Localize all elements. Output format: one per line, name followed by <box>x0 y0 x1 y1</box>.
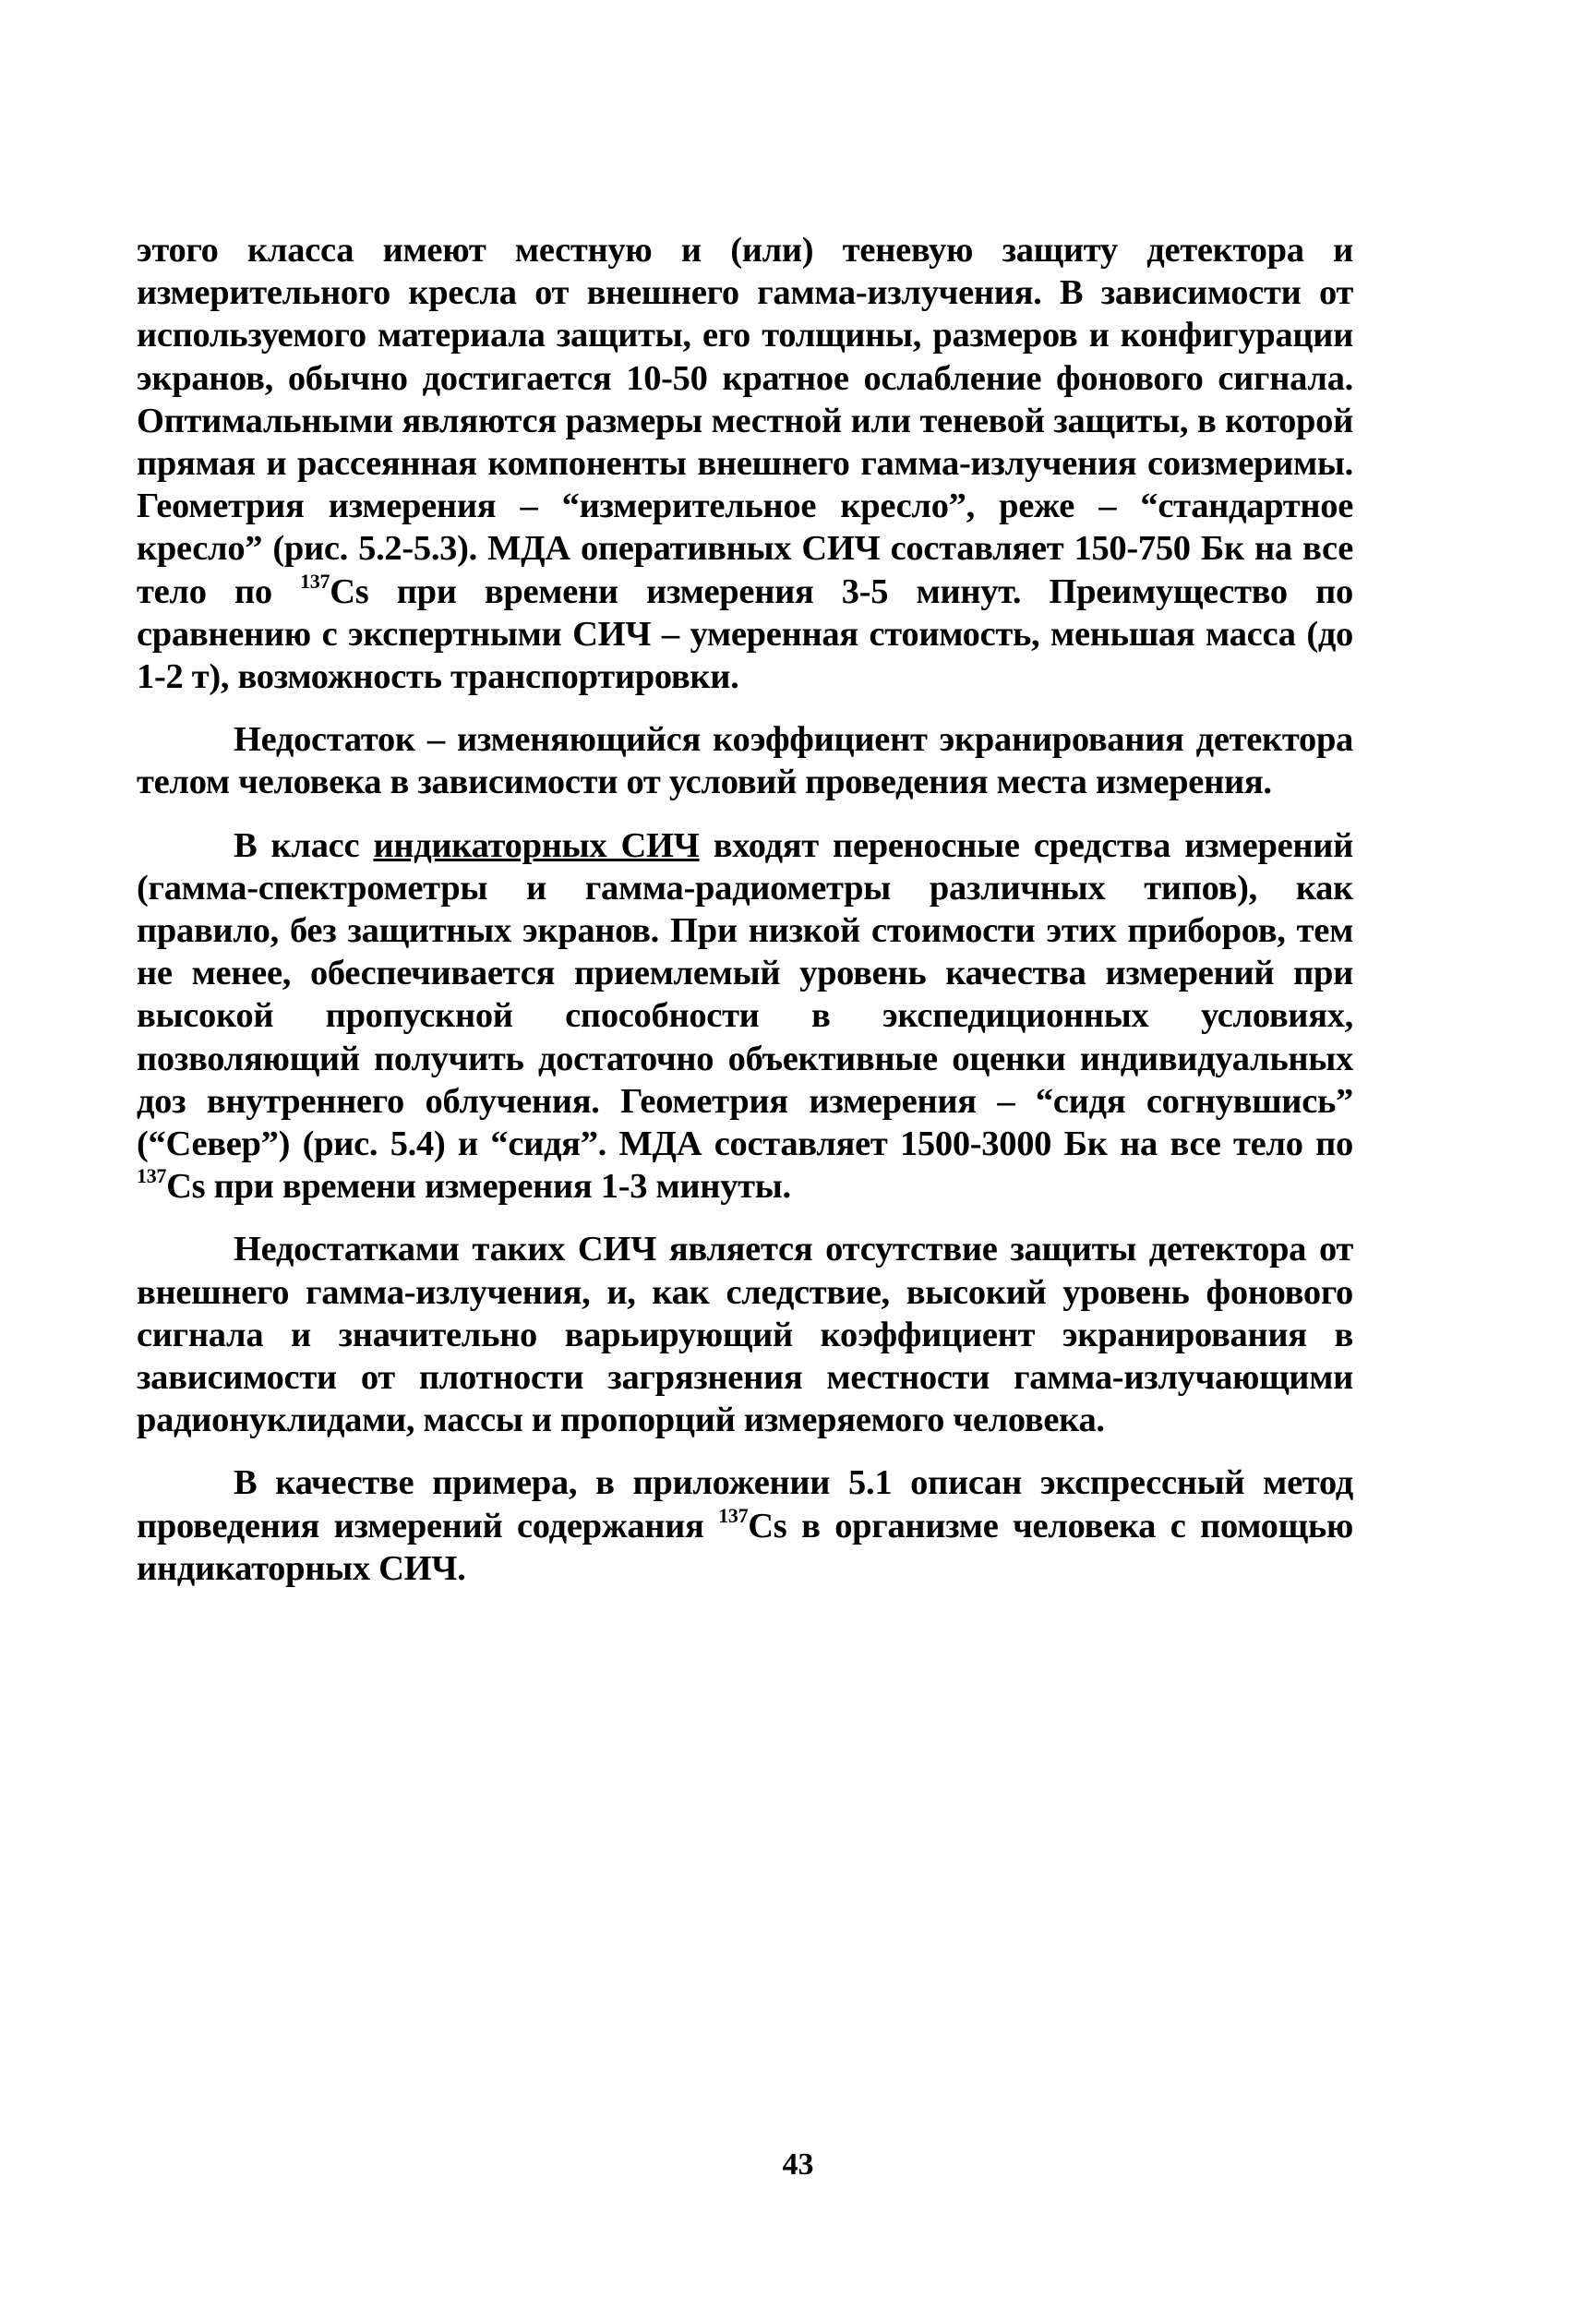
paragraph-5-text-b: Cs в организме человека с помощью индикаторных СИЧ. <box>137 1506 1353 1588</box>
paragraph-1-text-a: этого класса имеют местную и (или) теневую защиту детектора и измерительного кресла от внешнего гамма-излучения. В зависимости от используемого материала защиты, его толщины, размеров и конфигурации экранов, обычно достигается 10-50 кратное ослабление фонового сигнала. Оптимальными являются размеры местной или теневой защиты, в которой прямая и рассеянная компоненты внешнего гамма-излучения соизмеримы. Геометрия измерения – “измерительное кресло”, реже – “стандартное кресло” (рис. 5.2-5.3). МДА оперативных СИЧ составляет 150-750 Бк на все тело по <box>137 231 1353 611</box>
paragraph-3-text-b: входят переносные средства измерений (гамма-спектрометры и гамма-радиометры различных типов), как правило, без защитных экранов. При низкой стоимости этих приборов, тем не менее, обеспечивается приемлемый уровень качества измерений при высокой пропускной способности в экспедиционных условиях, позволяющий получить достаточно объективные оценки индивидуальных доз внутреннего облучения. Геометрия измерения – “сидя согнувшись” (“Север”) (рис. 5.4) и “сидя”. МДА составляет 1500-3000 Бк на все тело по <box>137 825 1354 1164</box>
paragraph-3 <box>137 824 1353 1209</box>
paragraph-1 <box>137 229 1353 698</box>
underlined-term: индикаторных СИЧ <box>373 825 700 865</box>
paragraph-4: Недостатками таких СИЧ является отсутствие защиты детектора от внешнего гамма-излучения, и, как следствие, высокий уровень фонового сигнала и значительно варьирующий коэффициент экранирования в зависимости от плотности загрязнения местности гамма-излучающими радионуклидами, массы и пропорций измеряемого человека. <box>137 1230 1353 1440</box>
paragraph-2: Недостаток – изменяющийся коэффициент экранирования детектора телом человека в зависимости от условий проведения места измерения. <box>137 720 1353 802</box>
isotope-superscript: 137 <box>137 1164 167 1188</box>
paragraph-5-text-a: В качестве примера, в приложении 5.1 описан экспрессный метод проведения измерений содержания <box>137 1463 1353 1545</box>
isotope-superscript: 137 <box>300 569 330 593</box>
document-body <box>137 229 1353 1610</box>
page-number: 43 <box>782 2147 814 2182</box>
paragraph-1-text-b: Cs при времени измерения 3-5 минут. Преимущество по сравнению с экспертными СИЧ – умеренная стоимость, меньшая масса (до 1-2 т), возможность транспортировки. <box>137 571 1353 697</box>
paragraph-3-text-c: Cs при времени измерения 1-3 минуты. <box>166 1167 791 1207</box>
paragraph-5 <box>137 1461 1353 1590</box>
paragraph-3-text-a: В класс <box>234 825 374 865</box>
isotope-superscript: 137 <box>718 1503 749 1527</box>
